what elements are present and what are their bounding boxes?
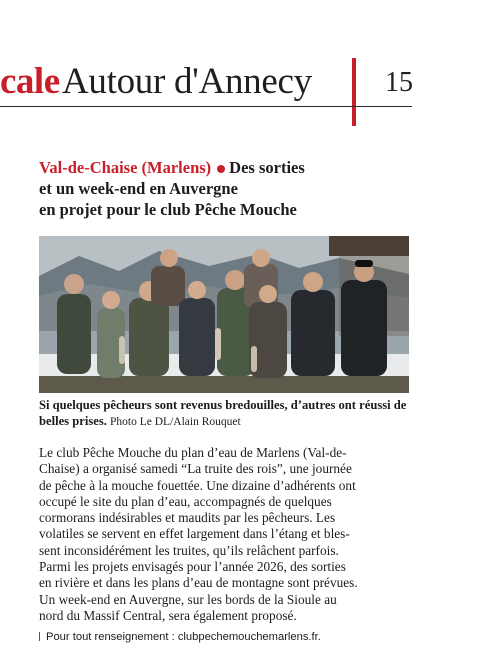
header-rule [0,106,412,107]
page-header [0,58,412,108]
body-line: Le club Pêche Mouche du plan d’eau de Marlens (Val-de- [39,445,347,460]
body-line: nord du Massif Central, sera également proposé. [39,607,297,623]
headline-line-2: et un week-end en Auvergne [39,179,238,198]
header-divider-bar [352,58,356,126]
body-line: de pêche à la mouche fouettée. Une dizaine d’adhérents ont [39,477,356,493]
headline-line-1: Des sorties [229,158,305,177]
body-line: Un week-end en Auvergne, sur les bords de la Sioule au [39,591,337,607]
body-line: Parmi les projets envisagés pour l’année 2026, des sorties [39,559,346,575]
bullet-icon [217,165,225,173]
section-name-accent: cale [0,61,60,102]
caption-text: Si quelques pêcheurs sont revenus bredouilles, d’autres ont réussi de belles prises. [39,398,407,428]
section-title: Autour d'Annecy [62,61,312,102]
info-marker [39,632,40,641]
photo-credit: Photo Le DL/Alain Rouquet [110,416,241,428]
headline-line-3: en projet pour le club Pêche Mouche [39,200,297,219]
info-line [39,630,411,645]
page-number: 15 [385,67,413,98]
body-line: volatiles se servent en effet largement dans l’étang et bles- [39,526,350,542]
article-headline [39,157,379,220]
headline-kicker: Val-de-Chaise (Marlens) [39,158,212,177]
photo-caption [39,397,411,430]
body-line: occupé le site du plan d’eau, accompagnés de quelques [39,493,332,509]
body-line: Chaise) a organisé samedi “La truite des rois”, une journée [39,461,352,477]
info-text: Pour tout renseignement : clubpechemouchemarlens.fr. [46,631,321,643]
body-line: en rivière et dans les plans d’eau de montagne sont prévues. [39,575,358,591]
body-line: sent inconsidérément les truites, qu’ils relâchent parfois. [39,542,339,558]
article-photo [39,236,409,393]
body-line: cormorans indésirables et maudits par les pêcheurs. Les [39,510,336,526]
article-body [39,445,411,624]
